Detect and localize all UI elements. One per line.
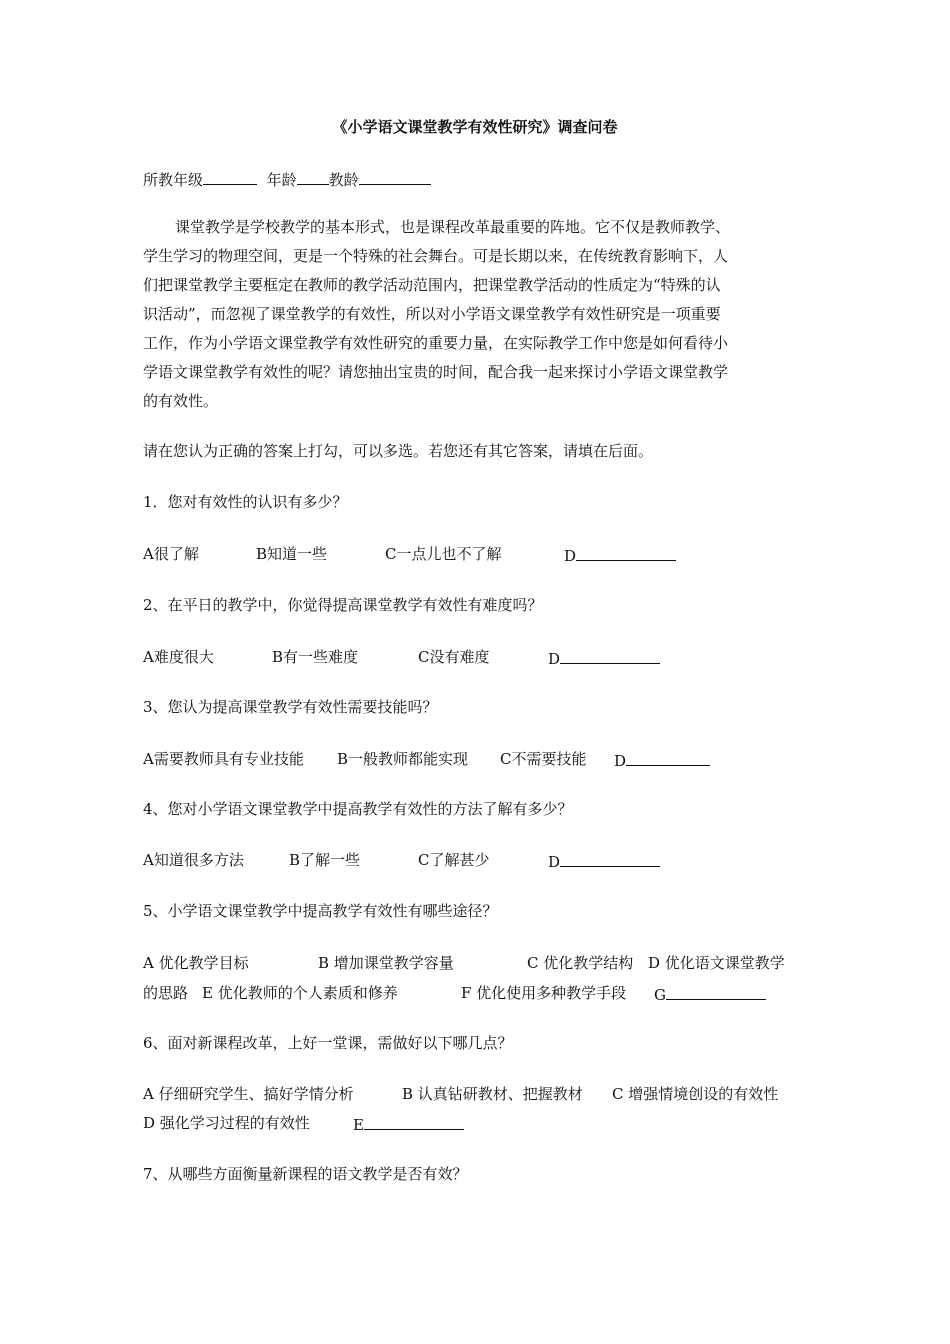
intro-line: 们把课堂教学主要框定在教师的教学活动范围内，把课堂教学活动的性质定为“特殊的认 (143, 276, 721, 294)
intro-line: 学语文课堂教学有效性的呢？请您抽出宝贵的时间，配合我一起来探讨小学语文课堂教学 (143, 363, 729, 381)
q2-option-b[interactable]: B有一些难度 (272, 648, 359, 666)
instruction-text: 请在您认为正确的答案上打勾，可以多选。若您还有其它答案，请填在后面。 (143, 442, 654, 460)
question-2: 2、在平日的教学中，你觉得提高课堂教学有效性有难度吗？ (143, 596, 543, 614)
age-label: 年龄 (266, 171, 297, 189)
respondent-info (143, 168, 431, 190)
q5-option-a[interactable]: A 优化教学目标 (143, 954, 249, 972)
question-3: 3、您认为提高课堂教学有效性需要技能吗？ (143, 698, 438, 716)
q1-option-d[interactable]: D (564, 544, 676, 566)
q5-option-f[interactable]: F 优化使用多种教学手段 (461, 984, 627, 1002)
document-title: 《小学语文课堂教学有效性研究》调查问卷 (332, 118, 618, 136)
q5-option-d[interactable]: D 优化语文课堂教学 (648, 954, 785, 972)
question-4: 4、您对小学语文课堂教学中提高教学有效性的方法了解有多少？ (143, 800, 573, 818)
q2-option-c[interactable]: C没有难度 (418, 648, 490, 666)
q5-option-b[interactable]: B 增加课堂教学容量 (318, 954, 454, 972)
q1-option-c[interactable]: C一点儿也不了解 (385, 545, 502, 563)
q5-other-blank[interactable] (666, 983, 766, 1000)
q3-option-a[interactable]: A需要教师具有专业技能 (143, 750, 304, 768)
q5-option-g[interactable]: G (654, 983, 766, 1005)
intro-paragraph (143, 213, 803, 416)
years-blank[interactable] (359, 168, 431, 185)
q2-option-a[interactable]: A难度很大 (143, 648, 214, 666)
question-6: 6、面对新课程改革，上好一堂课，需做好以下哪几点？ (143, 1034, 513, 1052)
q6-option-d[interactable]: D 强化学习过程的有效性 (143, 1114, 310, 1132)
q4-option-c[interactable]: C了解甚少 (418, 851, 490, 869)
q3-option-b[interactable]: B一般教师都能实现 (337, 750, 469, 768)
years-label: 教龄 (328, 171, 359, 189)
q4-option-b[interactable]: B了解一些 (289, 851, 361, 869)
q4-option-a[interactable]: A知道很多方法 (143, 851, 244, 869)
intro-line: 工作，作为小学语文课堂教学有效性研究的重要力量，在实际教学工作中您是如何看待小 (143, 334, 729, 352)
q1-option-b[interactable]: B知道一些 (256, 545, 328, 563)
q6-option-a[interactable]: A 仔细研究学生、搞好学情分析 (143, 1085, 354, 1103)
q4-other-blank[interactable] (560, 850, 660, 867)
q3-option-d[interactable]: D (614, 749, 710, 771)
q5-option-d-cont: 的思路 (143, 984, 189, 1002)
grade-label: 所教年级 (143, 171, 204, 189)
q6-option-b[interactable]: B 认真钻研教材、把握教材 (402, 1085, 583, 1103)
intro-line: 的有效性。 (143, 392, 219, 410)
q3-option-c[interactable]: C不需要技能 (500, 750, 587, 768)
q5-option-e[interactable]: E 优化教师的个人素质和修养 (202, 984, 398, 1002)
q2-other-blank[interactable] (560, 647, 660, 664)
question-1: 1．您对有效性的认识有多少？ (143, 493, 348, 511)
q4-option-d[interactable]: D (548, 850, 660, 872)
q2-option-d[interactable]: D (548, 647, 660, 669)
grade-blank[interactable] (203, 168, 257, 185)
question-7: 7、从哪些方面衡量新课程的语文教学是否有效？ (143, 1165, 468, 1183)
q6-option-c[interactable]: C 增强情境创设的有效性 (612, 1085, 779, 1103)
q6-option-e[interactable]: E (353, 1113, 464, 1135)
intro-line: 识活动”，而忽视了课堂教学的有效性，所以对小学语文课堂教学有效性研究是一项重要 (143, 305, 721, 323)
age-blank[interactable] (297, 168, 329, 185)
q6-other-blank[interactable] (364, 1113, 464, 1130)
q3-other-blank[interactable] (626, 749, 710, 766)
q5-option-c[interactable]: C 优化教学结构 (527, 954, 634, 972)
intro-line: 课堂教学是学校教学的基本形式，也是课程改革最重要的阵地。它不仅是教师教学、 (175, 218, 731, 236)
q1-other-blank[interactable] (576, 544, 676, 561)
question-5: 5、小学语文课堂教学中提高教学有效性有哪些途径？ (143, 902, 498, 920)
q1-option-a[interactable]: A很了解 (143, 545, 199, 563)
intro-line: 学生学习的物理空间，更是一个特殊的社会舞台。可是长期以来，在传统教育影响下，人 (143, 247, 729, 265)
